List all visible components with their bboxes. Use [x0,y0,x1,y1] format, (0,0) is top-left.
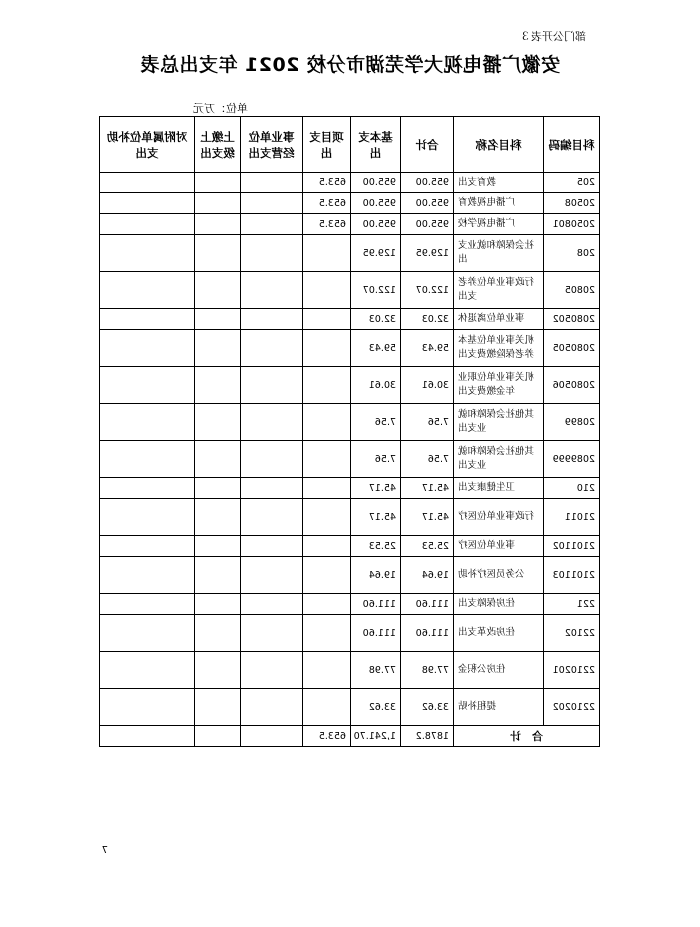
row-name: 其他社会保障和就业支出 [454,441,544,478]
row-basic: 955.00 [351,173,401,193]
row-basic: 19.64 [351,557,401,594]
row-total: 45.17 [401,499,454,536]
row-basic: 32.03 [351,309,401,330]
table-row [100,214,600,235]
table-row [100,536,600,557]
header-upper: 上缴上级支出 [195,117,241,173]
row-project: 653.5 [303,214,351,235]
row-project [303,652,351,689]
row-basic: 7.56 [351,441,401,478]
total-basic: 1,241.70 [351,726,401,747]
row-subsidy [100,214,195,235]
row-upper [195,272,241,309]
row-project [303,235,351,272]
total-project: 653.5 [303,726,351,747]
row-project [303,594,351,615]
row-project [303,404,351,441]
row-business [241,615,303,652]
row-business [241,404,303,441]
total-subsidy [100,726,195,747]
row-code: 2101102 [544,536,600,557]
row-upper [195,478,241,499]
row-upper [195,309,241,330]
row-upper [195,652,241,689]
table-row [100,594,600,615]
header-subsidy: 对附属单位补助支出 [100,117,195,173]
row-total: 7.56 [401,404,454,441]
row-basic: 955.00 [351,193,401,214]
row-name: 其他社会保障和就业支出 [454,404,544,441]
row-basic: 30.61 [351,367,401,404]
row-upper [195,594,241,615]
row-code: 21011 [544,499,600,536]
row-name: 机关事业单位职业年金缴费支出 [454,367,544,404]
header-name: 科目名称 [454,117,544,173]
row-subsidy [100,557,195,594]
row-project [303,478,351,499]
row-upper [195,536,241,557]
row-upper [195,615,241,652]
row-total: 122.07 [401,272,454,309]
row-total: 955.00 [401,214,454,235]
row-upper [195,557,241,594]
row-code: 2210202 [544,689,600,726]
row-project [303,272,351,309]
total-total: 1878.2 [401,726,454,747]
row-total: 30.61 [401,367,454,404]
row-name: 住房改革支出 [454,615,544,652]
table-row [100,441,600,478]
row-project [303,367,351,404]
row-code: 2050801 [544,214,600,235]
row-subsidy [100,615,195,652]
row-project [303,689,351,726]
header-project: 项目支出 [303,117,351,173]
row-name: 提租补贴 [454,689,544,726]
row-total: 111.60 [401,594,454,615]
row-subsidy [100,330,195,367]
row-code: 2210201 [544,652,600,689]
row-upper [195,499,241,536]
row-code: 2080505 [544,330,600,367]
row-subsidy [100,272,195,309]
row-business [241,478,303,499]
total-business [241,726,303,747]
row-basic: 77.98 [351,652,401,689]
row-subsidy [100,652,195,689]
row-upper [195,173,241,193]
row-name: 卫生健康支出 [454,478,544,499]
row-code: 2089999 [544,441,600,478]
row-code: 22102 [544,615,600,652]
row-business [241,309,303,330]
row-name: 事业单位离退休 [454,309,544,330]
row-total: 7.56 [401,441,454,478]
expenditure-table [99,116,600,747]
row-name: 住房公积金 [454,652,544,689]
total-label: 合 计 [454,726,600,747]
row-basic: 59.43 [351,330,401,367]
row-total: 33.62 [401,689,454,726]
row-subsidy [100,309,195,330]
row-code: 20899 [544,404,600,441]
table-row [100,309,600,330]
table-row [100,235,600,272]
row-basic: 129.95 [351,235,401,272]
row-basic: 955.00 [351,214,401,235]
row-total: 955.00 [401,173,454,193]
table-row [100,330,600,367]
row-code: 210 [544,478,600,499]
row-project [303,330,351,367]
row-total: 25.53 [401,536,454,557]
table-row [100,478,600,499]
row-total: 129.95 [401,235,454,272]
row-upper [195,441,241,478]
row-business [241,272,303,309]
row-subsidy [100,499,195,536]
row-basic: 45.17 [351,499,401,536]
row-code: 20805 [544,272,600,309]
row-business [241,367,303,404]
row-business [241,536,303,557]
row-subsidy [100,594,195,615]
table-row [100,367,600,404]
row-basic: 122.07 [351,272,401,309]
header-business: 事业单位经营支出 [241,117,303,173]
table-row [100,557,600,594]
row-name: 机关事业单位基本养老保险缴费支出 [454,330,544,367]
row-total: 19.64 [401,557,454,594]
row-name: 公务员医疗补助 [454,557,544,594]
page-number: 7 [101,845,108,856]
row-subsidy [100,173,195,193]
row-basic: 111.60 [351,594,401,615]
row-subsidy [100,441,195,478]
row-upper [195,367,241,404]
row-name: 广播电视教育 [454,193,544,214]
header-basic: 基本支出 [351,117,401,173]
table-header-row [100,117,600,173]
row-total: 111.60 [401,615,454,652]
row-total: 32.03 [401,309,454,330]
header-code: 科目编码 [544,117,600,173]
row-project [303,536,351,557]
table-row [100,193,600,214]
row-subsidy [100,404,195,441]
table-row [100,615,600,652]
row-code: 205 [544,173,600,193]
table-row [100,272,600,309]
row-business [241,594,303,615]
row-project [303,557,351,594]
table-row [100,173,600,193]
row-business [241,499,303,536]
row-code: 2080502 [544,309,600,330]
row-subsidy [100,235,195,272]
row-total: 77.98 [401,652,454,689]
row-project: 653.5 [303,193,351,214]
row-total: 955.00 [401,193,454,214]
row-code: 221 [544,594,600,615]
row-subsidy [100,536,195,557]
row-project: 653.5 [303,173,351,193]
table-total-row [100,726,600,747]
row-subsidy [100,478,195,499]
row-business [241,652,303,689]
row-project [303,309,351,330]
row-upper [195,330,241,367]
row-basic: 111.60 [351,615,401,652]
row-code: 20508 [544,193,600,214]
page-title: 安徽广播电视大学芜湖市分校 2021 年支出总表 [139,54,561,76]
row-subsidy [100,367,195,404]
row-name: 行政事业单位医疗 [454,499,544,536]
row-business [241,214,303,235]
row-business [241,193,303,214]
row-business [241,557,303,594]
row-code: 208 [544,235,600,272]
row-name: 行政事业单位养老支出 [454,272,544,309]
row-project [303,615,351,652]
row-total: 59.43 [401,330,454,367]
header-total: 合计 [401,117,454,173]
corner-label: 部门公开表３ [520,30,586,43]
row-name: 事业单位医疗 [454,536,544,557]
row-business [241,689,303,726]
row-name: 住房保障支出 [454,594,544,615]
row-upper [195,235,241,272]
row-upper [195,214,241,235]
row-business [241,330,303,367]
total-upper [195,726,241,747]
row-basic: 25.53 [351,536,401,557]
row-name: 教育支出 [454,173,544,193]
row-subsidy [100,193,195,214]
row-basic: 7.56 [351,404,401,441]
row-business [241,235,303,272]
row-project [303,441,351,478]
row-name: 广播电视学校 [454,214,544,235]
row-basic: 45.17 [351,478,401,499]
table-row [100,652,600,689]
row-basic: 33.62 [351,689,401,726]
row-code: 2080506 [544,367,600,404]
row-upper [195,689,241,726]
table-row [100,499,600,536]
table-row [100,689,600,726]
unit-label: 单位：万元 [193,102,248,115]
row-project [303,499,351,536]
row-business [241,173,303,193]
row-total: 45.17 [401,478,454,499]
row-code: 2101103 [544,557,600,594]
row-business [241,441,303,478]
row-name: 社会保障和就业支出 [454,235,544,272]
row-subsidy [100,689,195,726]
row-upper [195,404,241,441]
table-row [100,404,600,441]
row-upper [195,193,241,214]
